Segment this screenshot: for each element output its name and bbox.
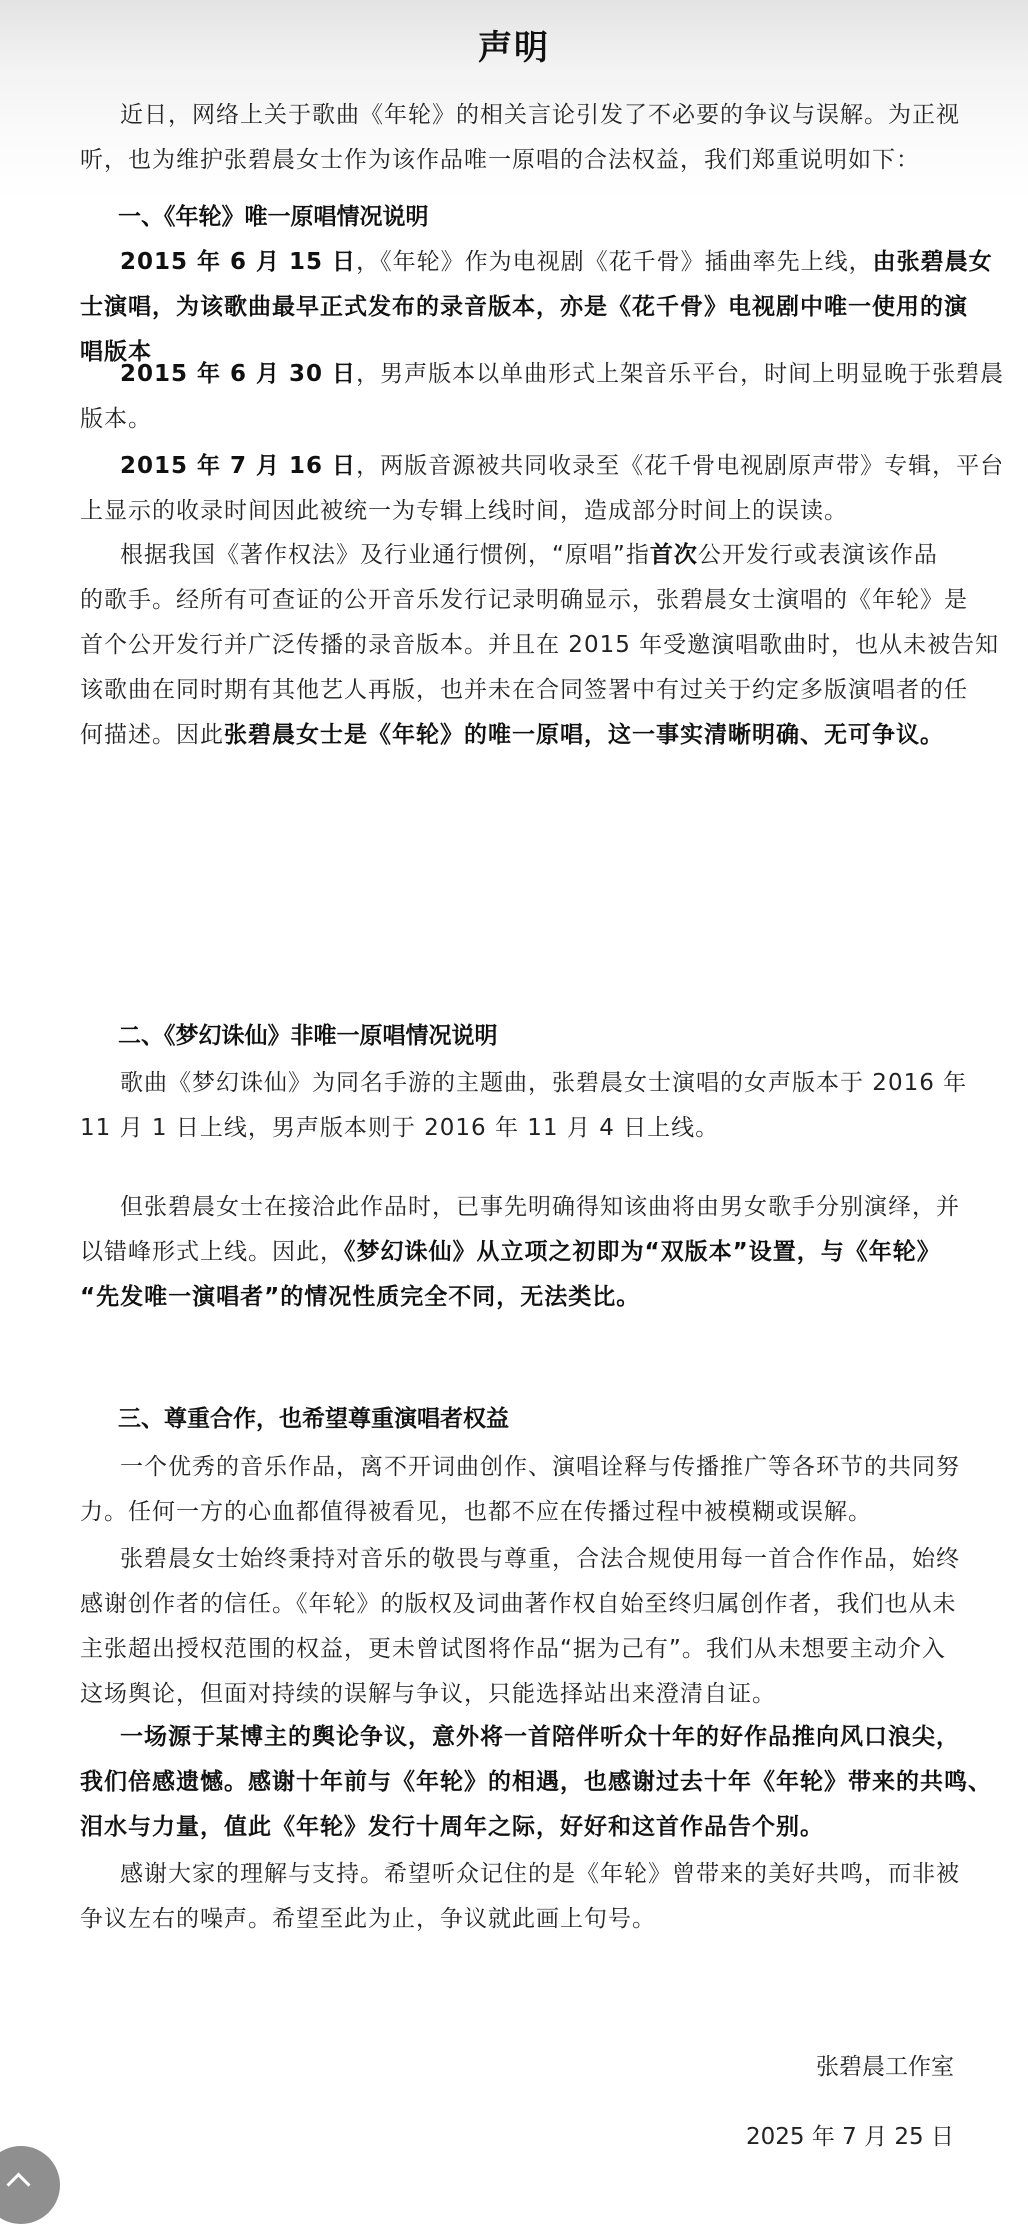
text-line [80, 533, 956, 578]
bold-text: 首次 [649, 542, 698, 568]
text-line [80, 713, 956, 758]
section-heading: 三、尊重合作，也希望尊重演唱者权益 [118, 1406, 509, 1432]
section1-paragraph-3 [80, 444, 1005, 534]
text-line: 一场源于某博主的舆论争议，意外将一首陪伴听众十年的好作品推向风口浪尖， [120, 1724, 960, 1750]
text-line [80, 1230, 956, 1275]
text-line: 感谢创作者的信任。《年轮》的版权及词曲著作权自始至终归属创作者，我们也从未 [80, 1591, 957, 1617]
text-line: 唱版本 [80, 339, 152, 365]
text-line: 这场舆论，但面对持续的误解与争议，只能选择站出来澄清自证。 [80, 1681, 776, 1707]
section-heading: 二、《梦幻诛仙》非唯一原唱情况说明 [118, 1023, 498, 1049]
text-line: 张碧晨女士始终秉持对音乐的敬畏与尊重，合法合规使用每一首合作作品，始终 [120, 1546, 960, 1572]
text-line [80, 240, 993, 285]
date-text: 2015 年 6 月 15 日 [120, 249, 357, 275]
chevron-up-icon [6, 2172, 30, 2196]
text-line [80, 444, 1005, 489]
date-text: 2015 年 6 月 30 日 [120, 361, 357, 387]
signature-org: 张碧晨工作室 [816, 2054, 954, 2080]
text-span: ，男声版本以单曲形式上架音乐平台，时间上明显晚于张碧晨 [356, 361, 1005, 387]
text-span: ，两版音源被共同收录至《花千骨电视剧原声带》专辑，平台 [356, 453, 1005, 479]
signature-date: 2025 年 7 月 25 日 [746, 2124, 954, 2150]
text-span: 何描述。因此 [80, 722, 224, 748]
text-line: 11 月 1 日上线，男声版本则于 2016 年 11 月 4 日上线。 [80, 1115, 720, 1141]
text-line: 一个优秀的音乐作品，离不开词曲创作、演唱诠释与传播推广等各环节的共同努 [120, 1454, 960, 1480]
section1-paragraph-2 [80, 352, 1005, 442]
text-line: 该歌曲在同时期有其他艺人再版，也并未在合同签署中有过关于约定多版演唱者的任 [80, 677, 968, 703]
text-line: 近日，网络上关于歌曲《年轮》的相关言论引发了不必要的争议与误解。为正视 [120, 102, 960, 128]
text-span: 根据我国《著作权法》及行业通行惯例，“原唱”指 [120, 542, 650, 568]
text-line: 上显示的收录时间因此被统一为专辑上线时间，造成部分时间上的误读。 [80, 498, 848, 524]
text-line: 的歌手。经所有可查证的公开音乐发行记录明确显示，张碧晨女士演唱的《年轮》是 [80, 587, 968, 613]
text-line: 我们倍感遗憾。感谢十年前与《年轮》的相遇，也感谢过去十年《年轮》带来的共鸣、 [80, 1769, 992, 1795]
section3-paragraph-3 [80, 1715, 992, 1850]
text-line: 版本。 [80, 406, 152, 432]
section3-paragraph-1 [80, 1445, 960, 1535]
section2-paragraph-1 [80, 1061, 968, 1151]
date-text: 2015 年 7 月 16 日 [120, 453, 357, 479]
bold-text: 《梦幻诛仙》从立项之初即为“双版本”设置，与《年轮》 [344, 1239, 941, 1265]
text-line: 力。任何一方的心血都值得被看见，也都不应在传播过程中被模糊或误解。 [80, 1499, 872, 1525]
text-line: 争议左右的噪声。希望至此为止，争议就此画上句号。 [80, 1906, 656, 1932]
bold-text: 由张碧晨女 [872, 249, 993, 275]
section1-paragraph-4 [80, 533, 1000, 758]
section-heading: 一、《年轮》唯一原唱情况说明 [118, 204, 429, 230]
text-span: 公开发行或表演该作品 [697, 542, 938, 568]
text-line [80, 352, 1005, 397]
text-line: 但张碧晨女士在接洽此作品时，已事先明确得知该曲将由男女歌手分别演绎，并 [120, 1194, 960, 1220]
text-span: ，《年轮》作为电视剧《花千骨》插曲率先上线， [356, 249, 873, 275]
bold-text: 张碧晨女士是《年轮》的唯一原唱，这一事实清晰明确、无可争议。 [224, 722, 944, 748]
document-title: 声明 [478, 28, 550, 68]
text-line: 首个公开发行并广泛传播的录音版本。并且在 2015 年受邀演唱歌曲时，也从未被告知 [80, 632, 1000, 658]
text-line: 泪水与力量，值此《年轮》发行十周年之际，好好和这首作品告个别。 [80, 1814, 824, 1840]
text-span: 以错峰形式上线。因此， [80, 1239, 344, 1265]
scroll-top-button[interactable] [0, 2146, 60, 2224]
text-line: 歌曲《梦幻诛仙》为同名手游的主题曲，张碧晨女士演唱的女声版本于 2016 年 [120, 1070, 968, 1096]
text-line: 感谢大家的理解与支持。希望听众记住的是《年轮》曾带来的美好共鸣，而非被 [120, 1861, 960, 1887]
section3-paragraph-2 [80, 1537, 960, 1717]
text-line: 听，也为维护张碧晨女士作为该作品唯一原唱的合法权益，我们郑重说明如下： [80, 147, 920, 173]
intro-paragraph [80, 93, 960, 183]
section2-paragraph-2 [80, 1185, 960, 1320]
section3-paragraph-4 [80, 1852, 960, 1942]
text-line: “先发唯一演唱者”的情况性质完全不同，无法类比。 [80, 1284, 641, 1310]
text-line: 主张超出授权范围的权益，更未曾试图将作品“据为己有”。我们从未想要主动介入 [80, 1636, 946, 1662]
text-line: 士演唱，为该歌曲最早正式发布的录音版本，亦是《花千骨》电视剧中唯一使用的演 [80, 294, 968, 320]
